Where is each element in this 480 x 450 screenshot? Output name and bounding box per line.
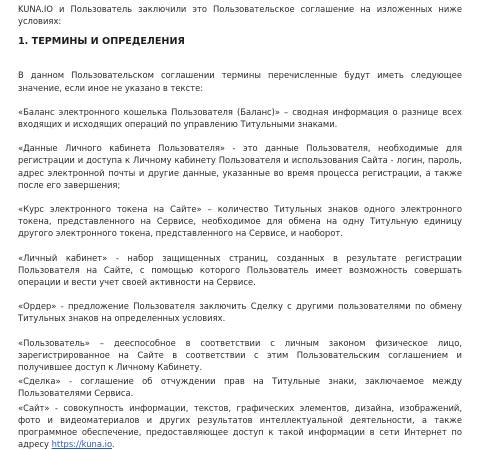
term-user: «Пользователь» – дееспособное в соответствии с личным законом физическое лицо, зарегистрированное на Сайте в соответствии с этим Пользовательским соглашением и получившее доступ к Личному Кабинету.: [18, 337, 462, 373]
term-order: «Ордер» - предложение Пользователя заключить Сделку с другими пользователями по обмену Титульных знаков на определенных условиях.: [18, 301, 462, 324]
site-link[interactable]: https://kuna.io: [51, 439, 112, 450]
site-link-suffix: .: [111, 439, 115, 450]
section-title: 1. ТЕРМИНЫ И ОПРЕДЕЛЕНИЯ: [18, 36, 185, 48]
term-account-data: «Данные Личного кабинета Пользователя» - это данные Пользователя, необходимые для регистрации и доступа к Личному кабинету Пользователя и использования Сайта - логин, пароль, адрес электронной почты и другие данные, указанные во время процесса регистрации, а также после его завершения;: [18, 143, 462, 190]
term-balance: «Баланс электронного кошелька Пользователя (Баланс)» – сводная информация о разнице всех входящих и исходящих операций по управлению Титульными знаками.: [18, 106, 462, 130]
term-site: [18, 402, 462, 450]
term-site-text: «Сайт» - совокупность информации, текстов, графических элементов, дизайна, изображений, фото и видеоматериалов и других результатов интеллектуальной деятельности, а также программное обеспечение, предоставляющее доступ к такой информации в сети Интернет по адресу: [18, 402, 462, 450]
intro-text: KUNA.IO и Пользователь заключили это Пользовательское соглашение на изложенных ниже условиях:: [18, 4, 462, 27]
term-deal: «Сделка» - соглашение об отчуждении прав на Титульные знаки, заключаемое между Пользователями Сервиса.: [18, 376, 462, 399]
terms-intro-paragraph: В данном Пользовательском соглашении термины перечисленные будут иметь следующее значение, если иное не указано в тексте:: [18, 70, 462, 93]
term-token-rate: «Курс электронного токена на Сайте» – количество Титульных знаков одного электронного токена, представленного на Сервисе, необходимое для обмена на одну Титульную единицу другого электронного токена, представленного на Сервисе, и наоборот.: [18, 204, 462, 239]
term-personal-cabinet: «Личный кабинет» - набор защищенных страниц, созданных в результате регистрации Пользователя на Сайте, с помощью которого Пользователь имеет возможность совершать операции и вести учет своей активности на Сервисе.: [18, 252, 462, 288]
